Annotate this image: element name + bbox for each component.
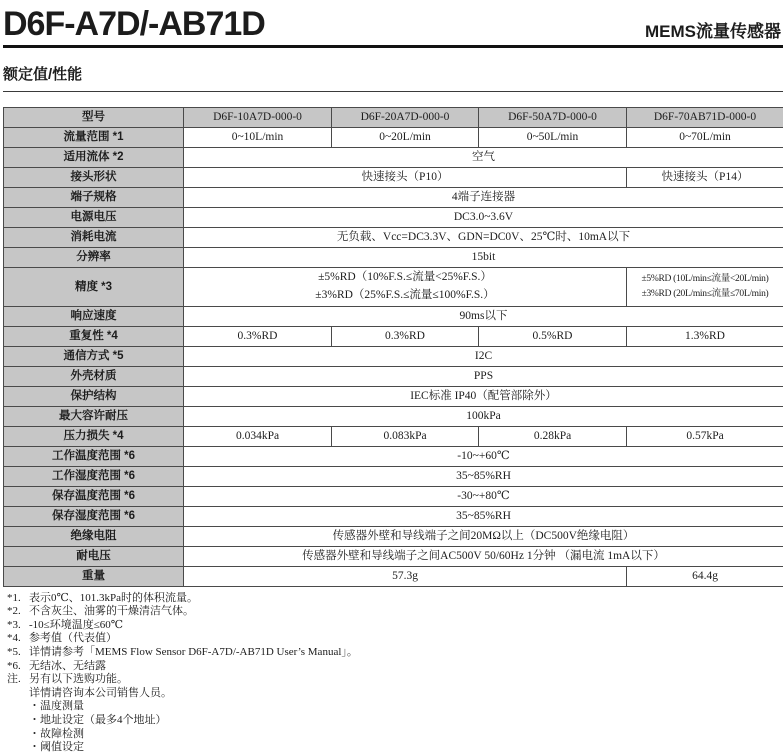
footnote-text: 详情请参考「MEMS Flow Sensor D6F-A7D/-AB71D User’s Manual」。 — [29, 646, 783, 660]
spec-row — [4, 306, 783, 326]
spec-row-label: 分辨率 — [4, 248, 184, 268]
spec-row — [4, 128, 783, 148]
spec-row-label: 保护结构 — [4, 386, 184, 406]
footnote-line — [7, 714, 783, 728]
spec-row — [4, 546, 783, 566]
spec-row — [4, 228, 783, 248]
spec-row-label: 消耗电流 — [4, 228, 184, 248]
spec-value: 0.3%RD — [332, 326, 479, 346]
spec-value: -10~+60℃ — [184, 446, 783, 466]
spec-row-label: 最大容许耐压 — [4, 406, 184, 426]
spec-value: 15bit — [184, 248, 783, 268]
footnotes-block — [3, 592, 783, 755]
spec-value: D6F-20A7D-000-0 — [332, 108, 479, 128]
footnote-text: 无结冰、无结露 — [29, 660, 783, 674]
spec-row — [4, 406, 783, 426]
footnote-marker: *2. — [7, 605, 29, 619]
footnote-marker: *4. — [7, 632, 29, 646]
spec-row-label: 通信方式 *5 — [4, 346, 184, 366]
product-title: D6F-A7D/-AB71D — [3, 5, 265, 43]
footnote-marker — [7, 700, 29, 714]
spec-value: 4端子连接器 — [184, 188, 783, 208]
spec-value: 0.3%RD — [184, 326, 332, 346]
spec-row — [4, 168, 783, 188]
spec-value-line: ±3%RD (20L/min≤流量≤70L/min) — [631, 287, 779, 302]
spec-value: 0.034kPa — [184, 426, 332, 446]
spec-row-label: 精度 *3 — [4, 268, 184, 307]
spec-row — [4, 426, 783, 446]
spec-row — [4, 566, 783, 586]
footnote-marker: *6. — [7, 660, 29, 674]
footnote-line — [7, 728, 783, 742]
spec-value: 传感器外壁和导线端子之间20MΩ以上（DC500V绝缘电阻） — [184, 526, 783, 546]
footnote-marker — [7, 728, 29, 742]
spec-value: 空气 — [184, 148, 783, 168]
footnote-text: 参考值（代表值） — [29, 632, 783, 646]
spec-row-label: 流量范围 *1 — [4, 128, 184, 148]
footnote-marker: 注. — [7, 673, 29, 687]
spec-value: I2C — [184, 346, 783, 366]
spec-value: 0.5%RD — [479, 326, 627, 346]
spec-row-label: 重复性 *4 — [4, 326, 184, 346]
spec-row-label: 保存湿度范围 *6 — [4, 506, 184, 526]
spec-value — [627, 268, 783, 307]
spec-value: 0~50L/min — [479, 128, 627, 148]
spec-value: D6F-10A7D-000-0 — [184, 108, 332, 128]
spec-row-label: 接头形状 — [4, 168, 184, 188]
spec-row-label: 适用流体 *2 — [4, 148, 184, 168]
spec-row — [4, 446, 783, 466]
spec-value: PPS — [184, 366, 783, 386]
footnote-line — [7, 673, 783, 687]
spec-value: 快速接头（P10） — [184, 168, 627, 188]
footnote-text: ・阈值设定 — [29, 741, 783, 755]
footnote-text: 不含灰尘、油雾的干燥清洁气体。 — [29, 605, 783, 619]
spec-value: 快速接头（P14） — [627, 168, 783, 188]
footnote-line — [7, 632, 783, 646]
spec-value: 57.3g — [184, 566, 627, 586]
footnote-text: ・地址设定（最多4个地址） — [29, 714, 783, 728]
footnote-text: -10≤环境温度≤60℃ — [29, 619, 783, 633]
spec-value: 90ms以下 — [184, 306, 783, 326]
footnote-marker: *3. — [7, 619, 29, 633]
spec-row-label: 端子规格 — [4, 188, 184, 208]
footnote-marker — [7, 687, 29, 701]
header-rule — [3, 45, 783, 48]
footnote-line — [7, 605, 783, 619]
spec-table — [3, 107, 783, 587]
spec-row-label: 耐电压 — [4, 546, 184, 566]
spec-row — [4, 466, 783, 486]
footnote-marker — [7, 741, 29, 755]
spec-row-label: 电源电压 — [4, 208, 184, 228]
spec-row — [4, 248, 783, 268]
page-header — [3, 0, 783, 43]
footnote-line — [7, 619, 783, 633]
spec-value: 0~20L/min — [332, 128, 479, 148]
spec-row — [4, 268, 783, 307]
spec-value: D6F-70AB71D-000-0 — [627, 108, 783, 128]
spec-row — [4, 486, 783, 506]
footnote-marker: *5. — [7, 646, 29, 660]
spec-value — [184, 268, 627, 307]
spec-row-label: 工作湿度范围 *6 — [4, 466, 184, 486]
spec-row — [4, 386, 783, 406]
spec-row — [4, 108, 783, 128]
spec-value: D6F-50A7D-000-0 — [479, 108, 627, 128]
spec-value: 传感器外壁和导线端子之间AC500V 50/60Hz 1分钟 （漏电流 1mA以下） — [184, 546, 783, 566]
spec-value: 35~85%RH — [184, 466, 783, 486]
spec-row-label: 绝缘电阻 — [4, 526, 184, 546]
spec-value-line: ±5%RD（10%F.S.≤流量<25%F.S.） — [188, 269, 622, 287]
spec-value: IEC标准 IP40（配管部除外） — [184, 386, 783, 406]
spec-row — [4, 208, 783, 228]
spec-value-line: ±5%RD (10L/min≤流量<20L/min) — [631, 272, 779, 287]
spec-value: 0~70L/min — [627, 128, 783, 148]
spec-row — [4, 326, 783, 346]
spec-row-label: 型号 — [4, 108, 184, 128]
spec-row-label: 外壳材质 — [4, 366, 184, 386]
spec-value: 0.28kPa — [479, 426, 627, 446]
footnote-line — [7, 646, 783, 660]
spec-row-label: 工作温度范围 *6 — [4, 446, 184, 466]
spec-row-label: 重量 — [4, 566, 184, 586]
spec-row-label: 保存温度范围 *6 — [4, 486, 184, 506]
product-category: MEMS流量传感器 — [645, 22, 783, 43]
spec-value: 100kPa — [184, 406, 783, 426]
spec-value-line: ±3%RD（25%F.S.≤流量≤100%F.S.） — [188, 287, 622, 305]
spec-value: 1.3%RD — [627, 326, 783, 346]
footnote-text: 表示0℃、101.3kPa时的体积流量。 — [29, 592, 783, 606]
spec-value: 无负载、Vcc=DC3.3V、GDN=DC0V、25℃时、10mA以下 — [184, 228, 783, 248]
spec-row — [4, 506, 783, 526]
footnote-marker — [7, 714, 29, 728]
spec-row — [4, 148, 783, 168]
spec-row-label: 压力损失 *4 — [4, 426, 184, 446]
footnote-text: 另有以下选购功能。 — [29, 673, 783, 687]
footnote-line — [7, 700, 783, 714]
spec-value: 35~85%RH — [184, 506, 783, 526]
spec-value: 0.57kPa — [627, 426, 783, 446]
spec-row — [4, 188, 783, 208]
footnote-line — [7, 660, 783, 674]
spec-value: 0.083kPa — [332, 426, 479, 446]
footnote-line — [7, 687, 783, 701]
footnote-line — [7, 592, 783, 606]
footnote-marker: *1. — [7, 592, 29, 606]
spec-value: 64.4g — [627, 566, 783, 586]
footnote-text: ・温度测量 — [29, 700, 783, 714]
spec-value: DC3.0~3.6V — [184, 208, 783, 228]
footnote-text: 详情请咨询本公司销售人员。 — [29, 687, 783, 701]
spec-row — [4, 346, 783, 366]
spec-row-label: 响应速度 — [4, 306, 184, 326]
spec-row — [4, 366, 783, 386]
spec-value: 0~10L/min — [184, 128, 332, 148]
spec-row — [4, 526, 783, 546]
spec-value: -30~+80℃ — [184, 486, 783, 506]
footnote-text: ・故障检测 — [29, 728, 783, 742]
section-title-ratings: 额定值/性能 — [3, 63, 783, 92]
footnote-line — [7, 741, 783, 755]
